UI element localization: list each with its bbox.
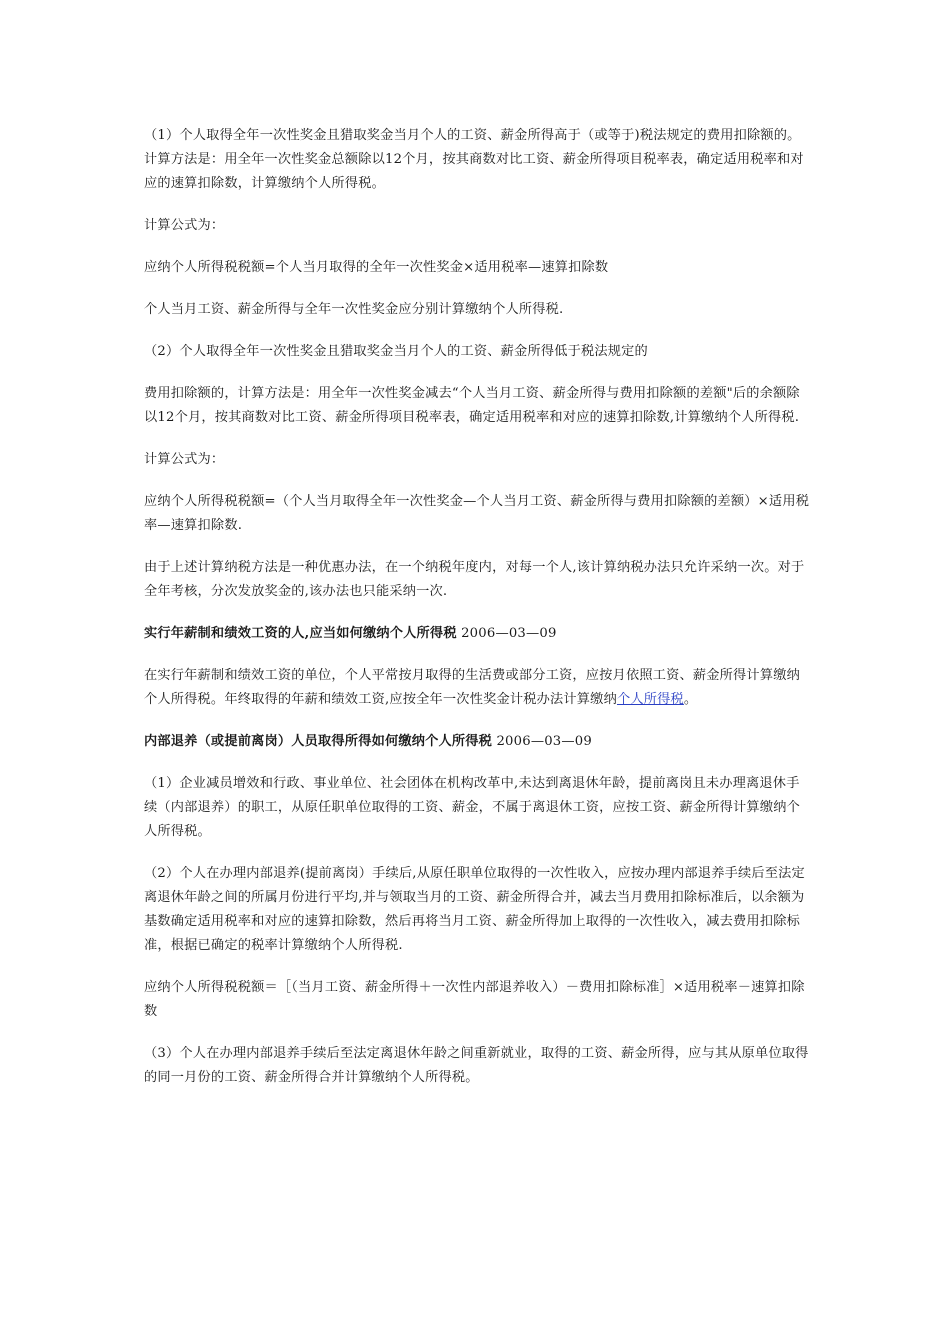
paragraph-once-per-year: 由于上述计算纳税方法是一种优惠办法，在一个纳税年度内，对每一个人,该计算纳税办法只允许采纳一次。对于全年考核，分次发放奖金的,该办法也只能采纳一次.: [144, 560, 805, 599]
paragraph-retirement-case-2: （2）个人在办理内部退养(提前离岗）手续后,从原任职单位取得的一次性收入，应按办理内部退养手续后至法定离退休年龄之间的所属月份进行平均,并与领取当月的工资、薪金所得合并，减去当月费用扣除标准后，以余额为基数确定适用税率和对应的速算扣除数，然后再将当月工资、薪金所得加上取得的一次性收入，减去费用扣除标准，根据已确定的税率计算缴纳个人所得税.: [144, 866, 805, 953]
formula-1: 应纳个人所得税税额=个人当月取得的全年一次性奖金×适用税率—速算扣除数: [144, 260, 609, 275]
formula-3: 应纳个人所得税税额＝［（当月工资、薪金所得＋一次性内部退养收入）－费用扣除标准］×适用税率－速算扣除数: [144, 980, 805, 1019]
paragraph-retirement-case-3: （3）个人在办理内部退养手续后至法定离退休年龄之间重新就业，取得的工资、薪金所得，应与其从原单位取得的同一月份的工资、薪金所得合并计算缴纳个人所得税。: [144, 1046, 809, 1085]
paragraph-annual-salary: [144, 664, 810, 712]
formula-2: 应纳个人所得税税额=（个人当月取得全年一次性奖金—个人当月工资、薪金所得与费用扣除额的差额）×适用税率—速算扣除数.: [144, 494, 810, 533]
paragraph-text: 在实行年薪制和绩效工资的单位，个人平常按月取得的生活费或部分工资，应按月依照工资、薪金所得计算缴纳个人所得税。年终取得的年薪和绩效工资,应按全年一次性奖金计税办法计算缴纳: [144, 668, 800, 707]
document-body: [144, 124, 810, 1108]
section-heading-annual-salary: [144, 622, 810, 646]
heading-date: 2006—03—09: [492, 734, 592, 749]
heading-title: 内部退养（或提前离岗）人员取得所得如何缴纳个人所得税: [144, 734, 493, 749]
paragraph-separate-calculation: 个人当月工资、薪金所得与全年一次性奖金应分别计算缴纳个人所得税.: [144, 302, 564, 317]
section-heading-internal-retirement: [144, 730, 810, 754]
paragraph-end: 。: [683, 692, 698, 707]
heading-title: 实行年薪制和绩效工资的人,应当如何缴纳个人所得税: [144, 626, 457, 641]
paragraph-bonus-case-2-intro: （2）个人取得全年一次性奖金且猎取奖金当月个人的工资、薪金所得低于税法规定的: [144, 344, 648, 359]
paragraph-bonus-case-2-method: 费用扣除额的，计算方法是：用全年一次性奖金减去“个人当月工资、薪金所得与费用扣除额的差额"后的余额除以12个月，按其商数对比工资、薪金所得项目税率表，确定适用税率和对应的速算扣除数,计算缴纳个人所得税.: [144, 386, 800, 425]
formula-label-2: 计算公式为：: [144, 452, 225, 467]
paragraph-bonus-case-1: （1）个人取得全年一次性奖金且猎取奖金当月个人的工资、薪金所得高于（或等于)税法规定的费用扣除额的。计算方法是：用全年一次性奖金总额除以12个月，按其商数对比工资、薪金所得项目税率表，确定适用税率和对应的速算扣除数，计算缴纳个人所得税。: [144, 128, 804, 191]
personal-income-tax-link[interactable]: 个人所得税: [616, 692, 684, 707]
heading-date: 2006—03—09: [456, 626, 557, 641]
formula-label-1: 计算公式为：: [144, 218, 225, 233]
paragraph-retirement-case-1: （1）企业减员增效和行政、事业单位、社会团体在机构改革中,未达到离退休年龄，提前离岗且未办理离退休手续（内部退养）的职工，从原任职单位取得的工资、薪金，不属于离退休工资，应按工资、薪金所得计算缴纳个人所得税。: [144, 776, 800, 839]
